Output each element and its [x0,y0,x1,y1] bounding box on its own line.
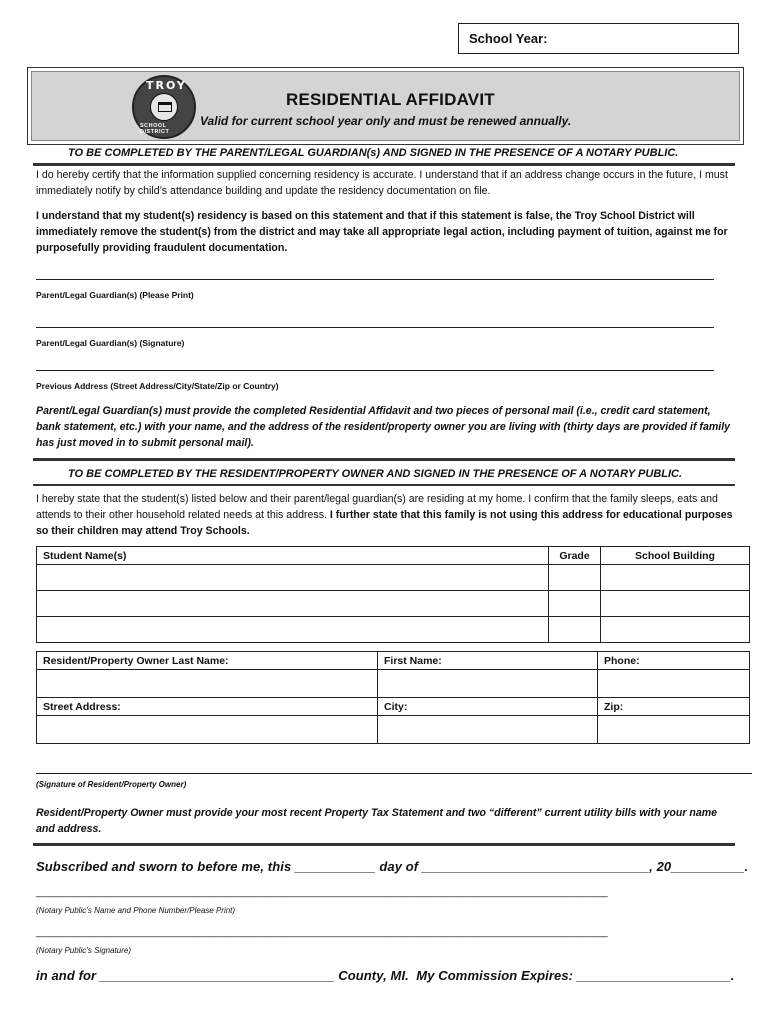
troy-school-district-logo [132,75,196,139]
zip-field[interactable] [598,716,750,744]
city-label: City: [378,698,598,716]
street-address-label: Street Address: [37,698,378,716]
owner-table [36,651,750,744]
grade-header: Grade [549,547,601,565]
book-icon [158,102,172,112]
student-name-header: Student Name(s) [37,547,549,565]
student-name-cell[interactable] [37,617,549,643]
county-commission-line[interactable]: in and for ________________________________ County, MI. My Commission Expires: _____________________. [36,968,735,983]
notary-name-line[interactable]: _____________________________________________________________________________________________________ [36,887,608,898]
owner-documents-note: Resident/Property Owner must provide your most recent Property Tax Statement and two “different” current utility bills with your name and address. [36,807,718,835]
resident-statement [36,491,736,539]
school-building-cell[interactable] [601,617,750,643]
zip-label: Zip: [598,698,750,716]
notary-name-label: (Notary Public’s Name and Phone Number/Please Print) [36,906,236,915]
grade-cell[interactable] [549,617,601,643]
owner-signature-label: (Signature of Resident/Property Owner) [36,780,187,789]
header-inner [31,71,740,141]
guardian-signature-label: Parent/Legal Guardian(s) (Signature) [36,338,185,348]
owner-signature-line[interactable] [36,773,752,774]
notary-rule [33,843,735,846]
logo-top-text: TROY [146,79,187,92]
resident-statement-bold: I further state that this family is not using this address for educational purposes so their children may attend Troy Schools. [36,509,733,537]
owner-phone-field[interactable] [598,670,750,698]
form-title: RESIDENTIAL AFFIDAVIT [286,90,495,109]
student-table [36,546,750,643]
owner-last-name-field[interactable] [37,670,378,698]
guardian-signature-line[interactable] [36,327,714,328]
grade-cell[interactable] [549,591,601,617]
school-year-field[interactable] [458,23,739,54]
guardian-print-line[interactable] [36,279,714,280]
notary-signature-line[interactable]: _____________________________________________________________________________________________________ [36,927,608,938]
city-field[interactable] [378,716,598,744]
guardian-mail-note: Parent/Legal Guardian(s) must provide the completed Residential Affidavit and two pieces of personal mail (i.e., credit card statement, bank statement, etc.) with your name, and the address of the resident/property owner you are living with (thirty days are provided if family has just moved in to submit personal mail). [36,405,731,449]
section2-rule [33,484,735,486]
owner-first-name-label: First Name: [378,652,598,670]
school-building-cell[interactable] [601,591,750,617]
section1-rule [33,163,735,166]
section2-banner: TO BE COMPLETED BY THE RESIDENT/PROPERTY OWNER AND SIGNED IN THE PRESENCE OF A NOTARY PUBLIC. [68,468,683,480]
street-address-field[interactable] [37,716,378,744]
notary-signature-label: (Notary Public’s Signature) [36,946,132,955]
student-name-cell[interactable] [37,565,549,591]
school-building-header: School Building [601,547,750,565]
logo-emblem [150,93,178,121]
resident-statement-text: I hereby state that the student(s) listed below and their parent/legal guardian(s) are residing at my home. I confirm that the family sleeps, eats and attends to their other household related needs at this address. [36,493,718,521]
certify-paragraph: I do hereby certify that the information supplied concerning residency is accurate. I understand that if an address change occurs in the future, I must immediately notify by child’s attendance building and update the residency documentation on file. [36,169,728,197]
owner-first-name-field[interactable] [378,670,598,698]
school-year-label: School Year: [469,31,548,46]
sworn-line[interactable]: Subscribed and sworn to before me, this ___________ day of _______________________________, 20__________. [36,859,749,874]
grade-cell[interactable] [549,565,601,591]
form-subtitle: Valid for current school year only and must be renewed annually. [200,114,572,128]
previous-address-label: Previous Address (Street Address/City/State/Zip or Country) [36,381,279,391]
previous-address-line[interactable] [36,370,714,371]
header-band [27,67,744,145]
school-building-cell[interactable] [601,565,750,591]
owner-last-name-label: Resident/Property Owner Last Name: [37,652,378,670]
fraud-paragraph: I understand that my student(s) residency is based on this statement and that if this statement is false, the Troy School District will immediately remove the student(s) from the district and may take all appropriate legal action, including payment of tuition, against me for purposefully providing fraudulent documentation. [36,210,728,254]
guardian-print-label: Parent/Legal Guardian(s) (Please Print) [36,290,194,300]
section1-banner: TO BE COMPLETED BY THE PARENT/LEGAL GUARDIAN(s) AND SIGNED IN THE PRESENCE OF A NOTARY PUBLIC. [68,147,679,159]
section2-rule-top [33,458,735,461]
student-name-cell[interactable] [37,591,549,617]
owner-phone-label: Phone: [598,652,750,670]
logo-bottom-text: SCHOOL DISTRICT [140,123,170,135]
